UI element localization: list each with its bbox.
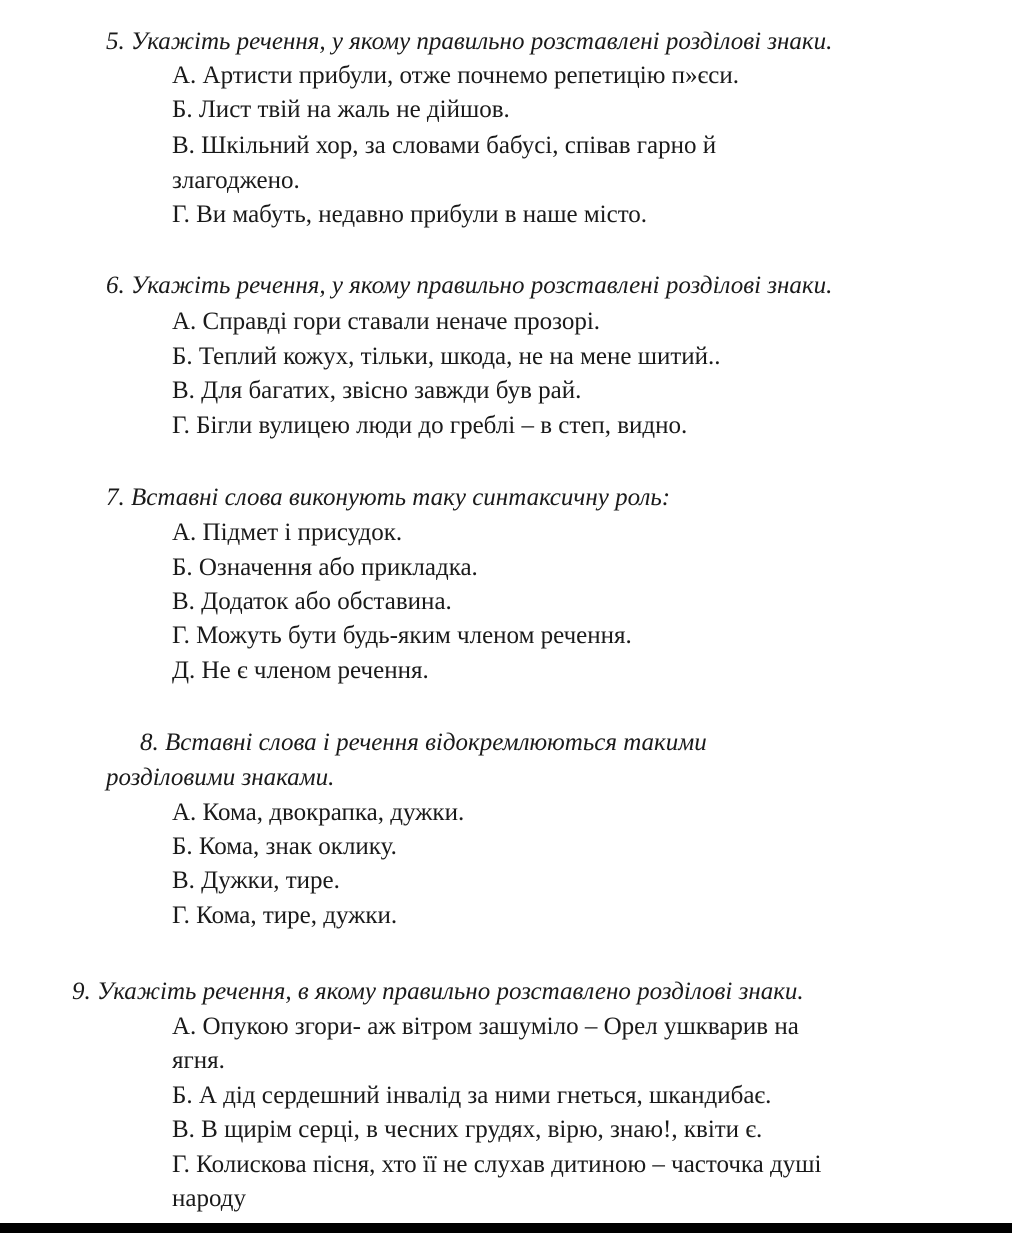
question-6-option-v: В. Для багатих, звісно завжди був рай. [172, 377, 582, 404]
question-7-option-a: А. Підмет і присудок. [172, 519, 403, 546]
question-5-option-b: Б. Лист твій на жаль не дійшов. [172, 96, 510, 123]
question-5-option-v: В. Шкільний хор, за словами бабусі, співав гарно й [172, 132, 717, 159]
question-6-heading [106, 271, 832, 301]
question-8-option-b: Б. Кома, знак оклику. [172, 833, 397, 860]
question-text: Вставні слова виконують таку синтаксичну роль: [131, 484, 671, 511]
question-7-option-h: Г. Можуть бути будь-яким членом речення. [172, 622, 632, 649]
question-8-option-a: А. Кома, двокрапка, дужки. [172, 799, 465, 826]
question-number: 7. [106, 484, 125, 511]
question-5-heading [106, 27, 832, 57]
question-7-option-b: Б. Означення або прикладка. [172, 554, 478, 581]
question-text: Укажіть речення, у якому правильно розставлені розділові знаки. [131, 28, 833, 55]
question-6-option-b: Б. Теплий кожух, тільки, шкода, не на мене шитий.. [172, 343, 721, 370]
question-number: 8. [140, 729, 159, 756]
question-5-option-v-cont: злагоджено. [172, 167, 300, 194]
question-5-option-a: А. Артисти прибули, отже почнемо репетицію п»єси. [172, 62, 740, 89]
question-9-option-a: А. Опукою згори- аж вітром зашуміло – Орел ушкварив на [172, 1013, 799, 1040]
question-9-option-a-cont: ягня. [172, 1047, 225, 1074]
question-number: 9. [72, 978, 91, 1005]
question-text: Укажіть речення, в якому правильно розставлено розділові знаки. [97, 978, 804, 1005]
question-number: 5. [106, 28, 125, 55]
question-8-option-h: Г. Кома, тире, дужки. [172, 902, 398, 929]
question-number: 6. [106, 272, 125, 299]
question-9-option-h-cont: народу [172, 1185, 246, 1212]
question-5-option-h: Г. Ви мабуть, недавно прибули в наше місто. [172, 201, 648, 228]
question-9-option-v: В. В щирім серці, в чесних грудях, вірю, знаю!, квіти є. [172, 1116, 763, 1143]
question-9-option-h: Г. Колискова пісня, хто її не слухав дитиною – часточка душі [172, 1151, 822, 1178]
question-7-heading [106, 483, 670, 513]
question-7-option-v: В. Додаток або обставина. [172, 588, 452, 615]
question-text: Укажіть речення, у якому правильно розставлені розділові знаки. [131, 272, 833, 299]
question-8-heading-cont: розділовими знаками. [106, 764, 335, 791]
bottom-border [0, 1223, 1012, 1233]
question-text: Вставні слова і речення відокремлюються такими [165, 729, 707, 756]
question-9-heading [72, 977, 804, 1007]
question-6-option-h: Г. Бігли вулицею люди до греблі – в степ, видно. [172, 412, 688, 439]
question-8-option-v: В. Дужки, тире. [172, 867, 340, 894]
question-7-option-d: Д. Не є членом речення. [172, 657, 429, 684]
question-8-heading [140, 728, 707, 758]
question-6-option-a: А. Справді гори ставали неначе прозорі. [172, 308, 601, 335]
question-9-option-b: Б. А дід сердешний інвалід за ними гнеться, шкандибає. [172, 1082, 772, 1109]
